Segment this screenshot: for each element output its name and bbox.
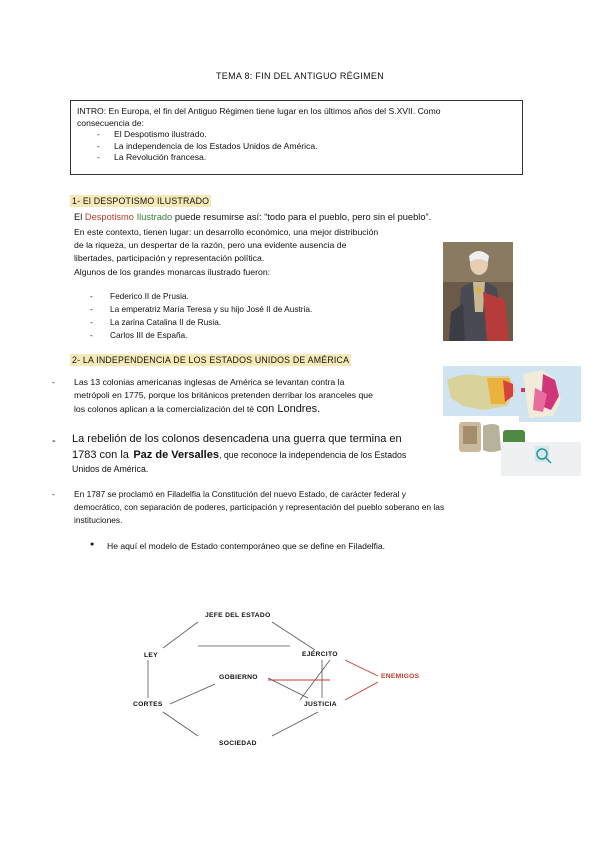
section2-heading: 2- LA INDEPENDENCIA DE LOS ESTADOS UNIDOS DE AMÉRICA [72, 355, 350, 365]
node-ley: LEY [144, 652, 158, 659]
ilustrado-word: Ilustrado [136, 212, 173, 222]
para-line: En este contexto, tienen lugar: un desarrollo económico, una mejor distribución [74, 227, 379, 237]
node-sociedad: SOCIEDAD [219, 740, 257, 747]
bullet1-text: Las 13 colonias americanas inglesas de América se levantan contra la metrópoli en 1775, porque los británicos pretenden derribar los aranceles que los colonos aplican a la comercialización del té con Londres. [74, 377, 373, 416]
intro-item: - La Revolución francesa. [97, 152, 207, 162]
edge-ley-jefe [163, 622, 198, 648]
bullet3-text: En 1787 se proclamó en Filadelfia la Constitución del nuevo Estado, de carácter federal y democrático, con separación de poderes, participación y representación del pueblo soberano en las instituciones. [74, 489, 445, 526]
monarch-item: - La emperatriz María Teresa y su hijo José II de Austria. [90, 304, 313, 314]
para-line: Algunos de los grandes monarcas ilustrado fueron: [74, 266, 271, 277]
node-enemigos: ENEMIGOS [381, 673, 420, 680]
intro-item: - El Despotismo ilustrado. [97, 129, 207, 139]
node-gobierno: GOBIERNO [219, 674, 258, 681]
intro-line: INTRO: En Europa, el fin del Antiguo Régimen tiene lugar en los últimos años del S.XVII. Como [77, 106, 441, 116]
bullet4-text: He aquí el modelo de Estado contemporáneo que se define en Filadelfia. [107, 541, 386, 551]
edge-cortes-gobierno [170, 684, 215, 704]
page-title: TEMA 8: FIN DEL ANTIGUO RÉGIMEN [216, 71, 384, 81]
monarch-item: - Federico II de Prusia. [90, 291, 189, 301]
bullet2-text: La rebelión de los colonos desencadena una guerra que termina en 1783 con la Paz de Versalles, que reconoce la independencia de los Estados Unidos de América. [72, 433, 407, 474]
node-jefe-estado: JEFE DEL ESTADO [205, 612, 271, 619]
despotismo-word: Despotismo [84, 212, 134, 222]
section1-heading: 1- El DESPOTISMO ILUSTRADO [72, 196, 210, 206]
bullet-dot: ● [90, 541, 95, 548]
edge-ejercito-enemigos [345, 660, 378, 676]
para-line: libertades, participación y representación política. [74, 253, 265, 264]
intro-line: consecuencia de: [77, 117, 144, 128]
para-line: de la riqueza, un despertar de la razón, pero una evidente ausencia de [74, 240, 347, 251]
intro-item: - La independencia de los Estados Unidos de América. [97, 140, 318, 151]
node-ejercito: EJÉRCITO [302, 651, 338, 658]
edge-cortes-sociedad [163, 712, 198, 736]
section1-lead: El Despotismo Ilustrado puede resumirse así: “todo para el pueblo, pero sin el pueblo”. [74, 212, 432, 222]
bullet-dash: - [52, 435, 56, 447]
edge-sociedad-justicia [272, 712, 318, 736]
monarch-item: - La zarina Catalina II de Rusia. [90, 317, 222, 327]
node-cortes: CORTES [133, 701, 163, 708]
bullet-dash: - [52, 377, 55, 387]
node-justicia: JUSTICIA [304, 701, 337, 708]
edge-justicia-enemigos [345, 682, 378, 700]
monarch-item: - Carlos III de España. [90, 330, 188, 340]
bullet-dash: - [52, 489, 55, 499]
edge-gobierno-justicia [268, 678, 308, 698]
